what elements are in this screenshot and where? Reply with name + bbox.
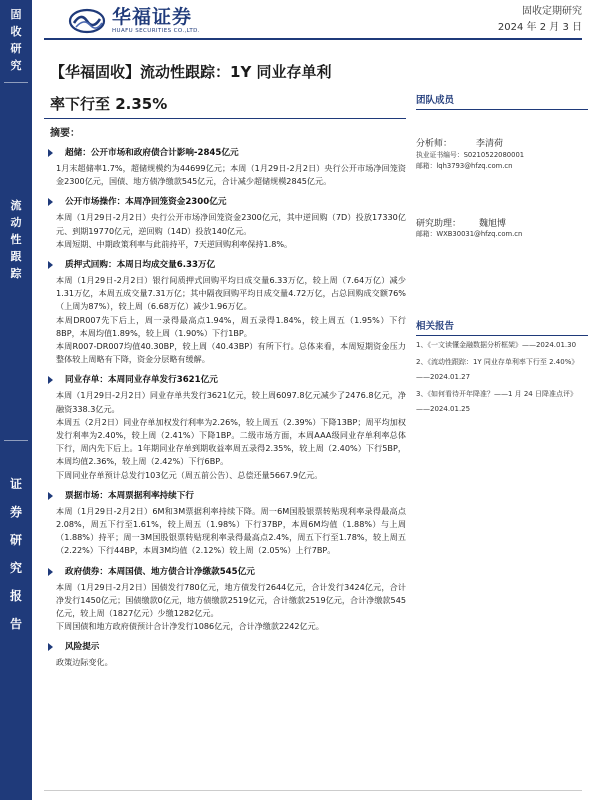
sidebar-char: 动 — [10, 216, 22, 229]
section-heading-text: 超储：公开市场和政府债合计影响-2845亿元 — [65, 148, 239, 158]
related-report-list — [416, 338, 588, 417]
sidebar-char: 研 — [10, 42, 22, 55]
related-report-item[interactable]: 2、《流动性跟踪：1Y 同业存单利率下行至 2.40%》——2024.01.27 — [416, 358, 579, 381]
sidebar-char: 流 — [10, 199, 22, 212]
assistant-name: 魏旭博 — [479, 219, 507, 229]
section-heading — [44, 641, 406, 653]
related-report-item[interactable]: 1、《一文读懂金融数据分析框架》——2024.01.30 — [416, 341, 577, 349]
logo-emblem-icon — [68, 8, 106, 34]
sidebar-label-category — [0, 6, 32, 74]
triangle-bullet-icon — [48, 492, 53, 500]
section-paragraph: 1月末超储率1.7%，超储规模约为44699亿元；本周（1月29日-2月2日）央行公开市场净回笼资金2300亿元，国债、地方债净缴款545亿元，合计减少超储规模2845亿元。 — [56, 163, 406, 187]
report-date: 2024 年 2 月 3 日 — [497, 22, 582, 33]
sidebar-char: 告 — [9, 617, 22, 631]
analyst-email[interactable]: 邮箱：lqh3793@hfzq.com.cn — [416, 162, 513, 170]
section-heading — [44, 374, 406, 386]
sidebar-char: 性 — [10, 233, 22, 246]
section-paragraph: 本周DR007先下后上，周一录得最高点1.94%，周五录得1.84%，较上周五（1.95%）下行8BP，本周均值1.89%，较上周（1.90%）下行1BP。 — [56, 314, 406, 338]
sidebar-divider — [4, 440, 28, 441]
report-title — [50, 56, 400, 120]
section-heading-text: 票据市场：本周票据利率持续下行 — [65, 490, 194, 501]
header-meta — [498, 4, 582, 36]
section-paragraph: 下周国债和地方政府债预计合计净发行1086亿元，合计净缴款2242亿元。 — [56, 621, 324, 632]
section-heading-text: 政府债券：本周国债、地方债合计净缴款545亿元 — [65, 566, 255, 577]
sidebar-char: 跟 — [10, 250, 22, 263]
abstract-label: 摘要： — [50, 128, 80, 139]
abstract-section — [44, 147, 406, 188]
report-type: 固收定期研究 — [522, 6, 582, 17]
section-heading — [44, 259, 406, 271]
section-heading-text: 质押式回购：本周日均成交量6.33万亿 — [65, 260, 216, 271]
company-logo — [68, 6, 200, 35]
section-paragraph: 下周同业存单预计总发行103亿元（周五前公告）、总偿还量5667.9亿元。 — [56, 469, 323, 480]
sidebar-char: 收 — [10, 25, 22, 38]
sidebar-char: 踪 — [10, 267, 22, 280]
sidebar-char: 研 — [9, 533, 22, 547]
abstract-section — [44, 566, 406, 634]
section-heading — [44, 490, 406, 502]
section-heading-text: 风险提示 — [65, 642, 100, 653]
assistant-block — [416, 216, 588, 229]
related-heading: 相关报告 — [416, 318, 588, 336]
section-heading-text: 公开市场操作：本周净回笼资金2300亿元 — [65, 197, 227, 208]
assistant-email[interactable]: 邮箱：WXB30031@hfzq.com.cn — [416, 230, 523, 238]
header-divider — [44, 38, 582, 40]
logo-english-name: HUAFU SECURITIES CO.,LTD. — [112, 28, 200, 34]
section-heading — [44, 147, 406, 159]
left-sidebar — [0, 0, 32, 800]
section-paragraph: 本周（1月29日-2月2日）国债发行780亿元，地方债发行2644亿元，合计发行3424亿元，合计净发行1450亿元；国债缴款0亿元，地方债缴款2519亿元，合计缴款2519亿元，合计净缴款545亿元，较上周（1827亿元）少缴1282亿元。 — [56, 581, 406, 619]
triangle-bullet-icon — [48, 149, 53, 157]
analyst-block — [416, 138, 588, 172]
section-paragraph: 本周（1月29日-2月2日）6M和3M票据利率持续下降。周一6M国股银票转贴现利率录得最高点2.08%，周五下行至1.61%，较上周五（1.98%）下行37BP，本周6M均值（1.88%）与上周（1.88%）持平；周一3M国股银票转贴现利率录得最高点2.4%，周五下行至1.78%，较上周五（2.22%）下行44BP，本周3M均值（2.12%）较上周（2.05%）上行7BP。 — [56, 505, 406, 556]
sidebar-char: 固 — [10, 8, 22, 21]
sidebar-char: 券 — [9, 505, 22, 519]
sidebar-char: 究 — [10, 59, 22, 72]
analyst-role: 分析师： — [416, 139, 453, 149]
section-heading — [44, 566, 406, 578]
section-paragraph: 政策边际变化。 — [56, 657, 113, 668]
section-paragraph: 本周（1月29日-2月2日）同业存单共发行3621亿元，较上周6097.8亿元减少了2476.8亿元，净融资338.3亿元。 — [56, 390, 406, 414]
sidebar-char: 报 — [9, 589, 22, 603]
section-heading — [44, 196, 406, 208]
abstract-section — [44, 196, 406, 251]
footer-divider — [44, 790, 582, 791]
abstract-section — [44, 259, 406, 366]
team-panel — [416, 92, 588, 240]
team-heading: 团队成员 — [416, 92, 588, 110]
triangle-bullet-icon — [48, 568, 53, 576]
abstract-panel — [44, 118, 406, 778]
section-heading-text: 同业存单：本周同业存单发行3621亿元 — [65, 375, 218, 386]
sidebar-label-series — [0, 197, 32, 282]
section-paragraph: 本周（1月29日-2月2日）央行公开市场净回笼资金2300亿元，其中逆回购（7D）投放17330亿元、到期19770亿元，逆回购（14D）投放140亿元。 — [56, 212, 406, 236]
section-paragraph: 本周R007-DR007均值40.30BP，较上周（40.43BP）有所下行。总体来看，本周短期资金压力整体较上周略有下降，资金分层略有缓解。 — [56, 341, 406, 365]
analyst-certificate: 执业证书编号：S0210522080001 — [416, 151, 525, 159]
triangle-bullet-icon — [48, 376, 53, 384]
section-paragraph: 本周（1月29日-2月2日）银行间质押式回购平均日成交量6.33万亿，较上周（7.64万亿）减少1.31万亿，本周五成交量7.31万亿；其中隔夜回购平均日成交量4.72万亿，占总回购成交额76%（上周为87%），较上周（6.68万亿）减少1.96万亿。 — [56, 275, 406, 312]
analyst-name: 李清荷 — [476, 139, 504, 149]
related-report-item[interactable]: 3、《如何看待开年降准？——1 月 24 日降准点评》——2024.01.25 — [416, 390, 577, 413]
section-paragraph: 本周五（2月2日）同业存单加权发行利率为2.26%，较上周五（2.39%）下降13BP；周平均加权发行利率为2.40%，较上周（2.41%）下降1BP。二级市场方面，本周AAA级同业存单利率总体下行，周内先下后上。1年期同业存单到期收益率周五录得2.35%，较上周（2.40%）下行5BP，本周均值2.36%，较上周（2.42%）下行6BP。 — [56, 416, 406, 467]
abstract-section — [44, 641, 406, 669]
assistant-role: 研究助理： — [416, 219, 462, 229]
triangle-bullet-icon — [48, 643, 53, 651]
related-reports — [416, 318, 588, 417]
section-paragraph: 本周短期、中期政策利率与此前持平，7天逆回购利率保持1.8%。 — [56, 238, 293, 249]
logo-name: 华福证券 — [112, 6, 193, 28]
sidebar-char: 究 — [9, 561, 22, 575]
abstract-section — [44, 490, 406, 558]
sidebar-label-report — [0, 470, 32, 638]
sidebar-char: 证 — [9, 477, 22, 491]
report-title-line-2: 率下行至 2.35% — [50, 95, 168, 113]
abstract-sections — [44, 147, 406, 670]
sidebar-divider — [4, 82, 28, 83]
triangle-bullet-icon — [48, 198, 53, 206]
report-title-line-1: 【华福固收】流动性跟踪：1Y 同业存单利 — [50, 63, 332, 81]
abstract-section — [44, 374, 406, 481]
triangle-bullet-icon — [48, 261, 53, 269]
